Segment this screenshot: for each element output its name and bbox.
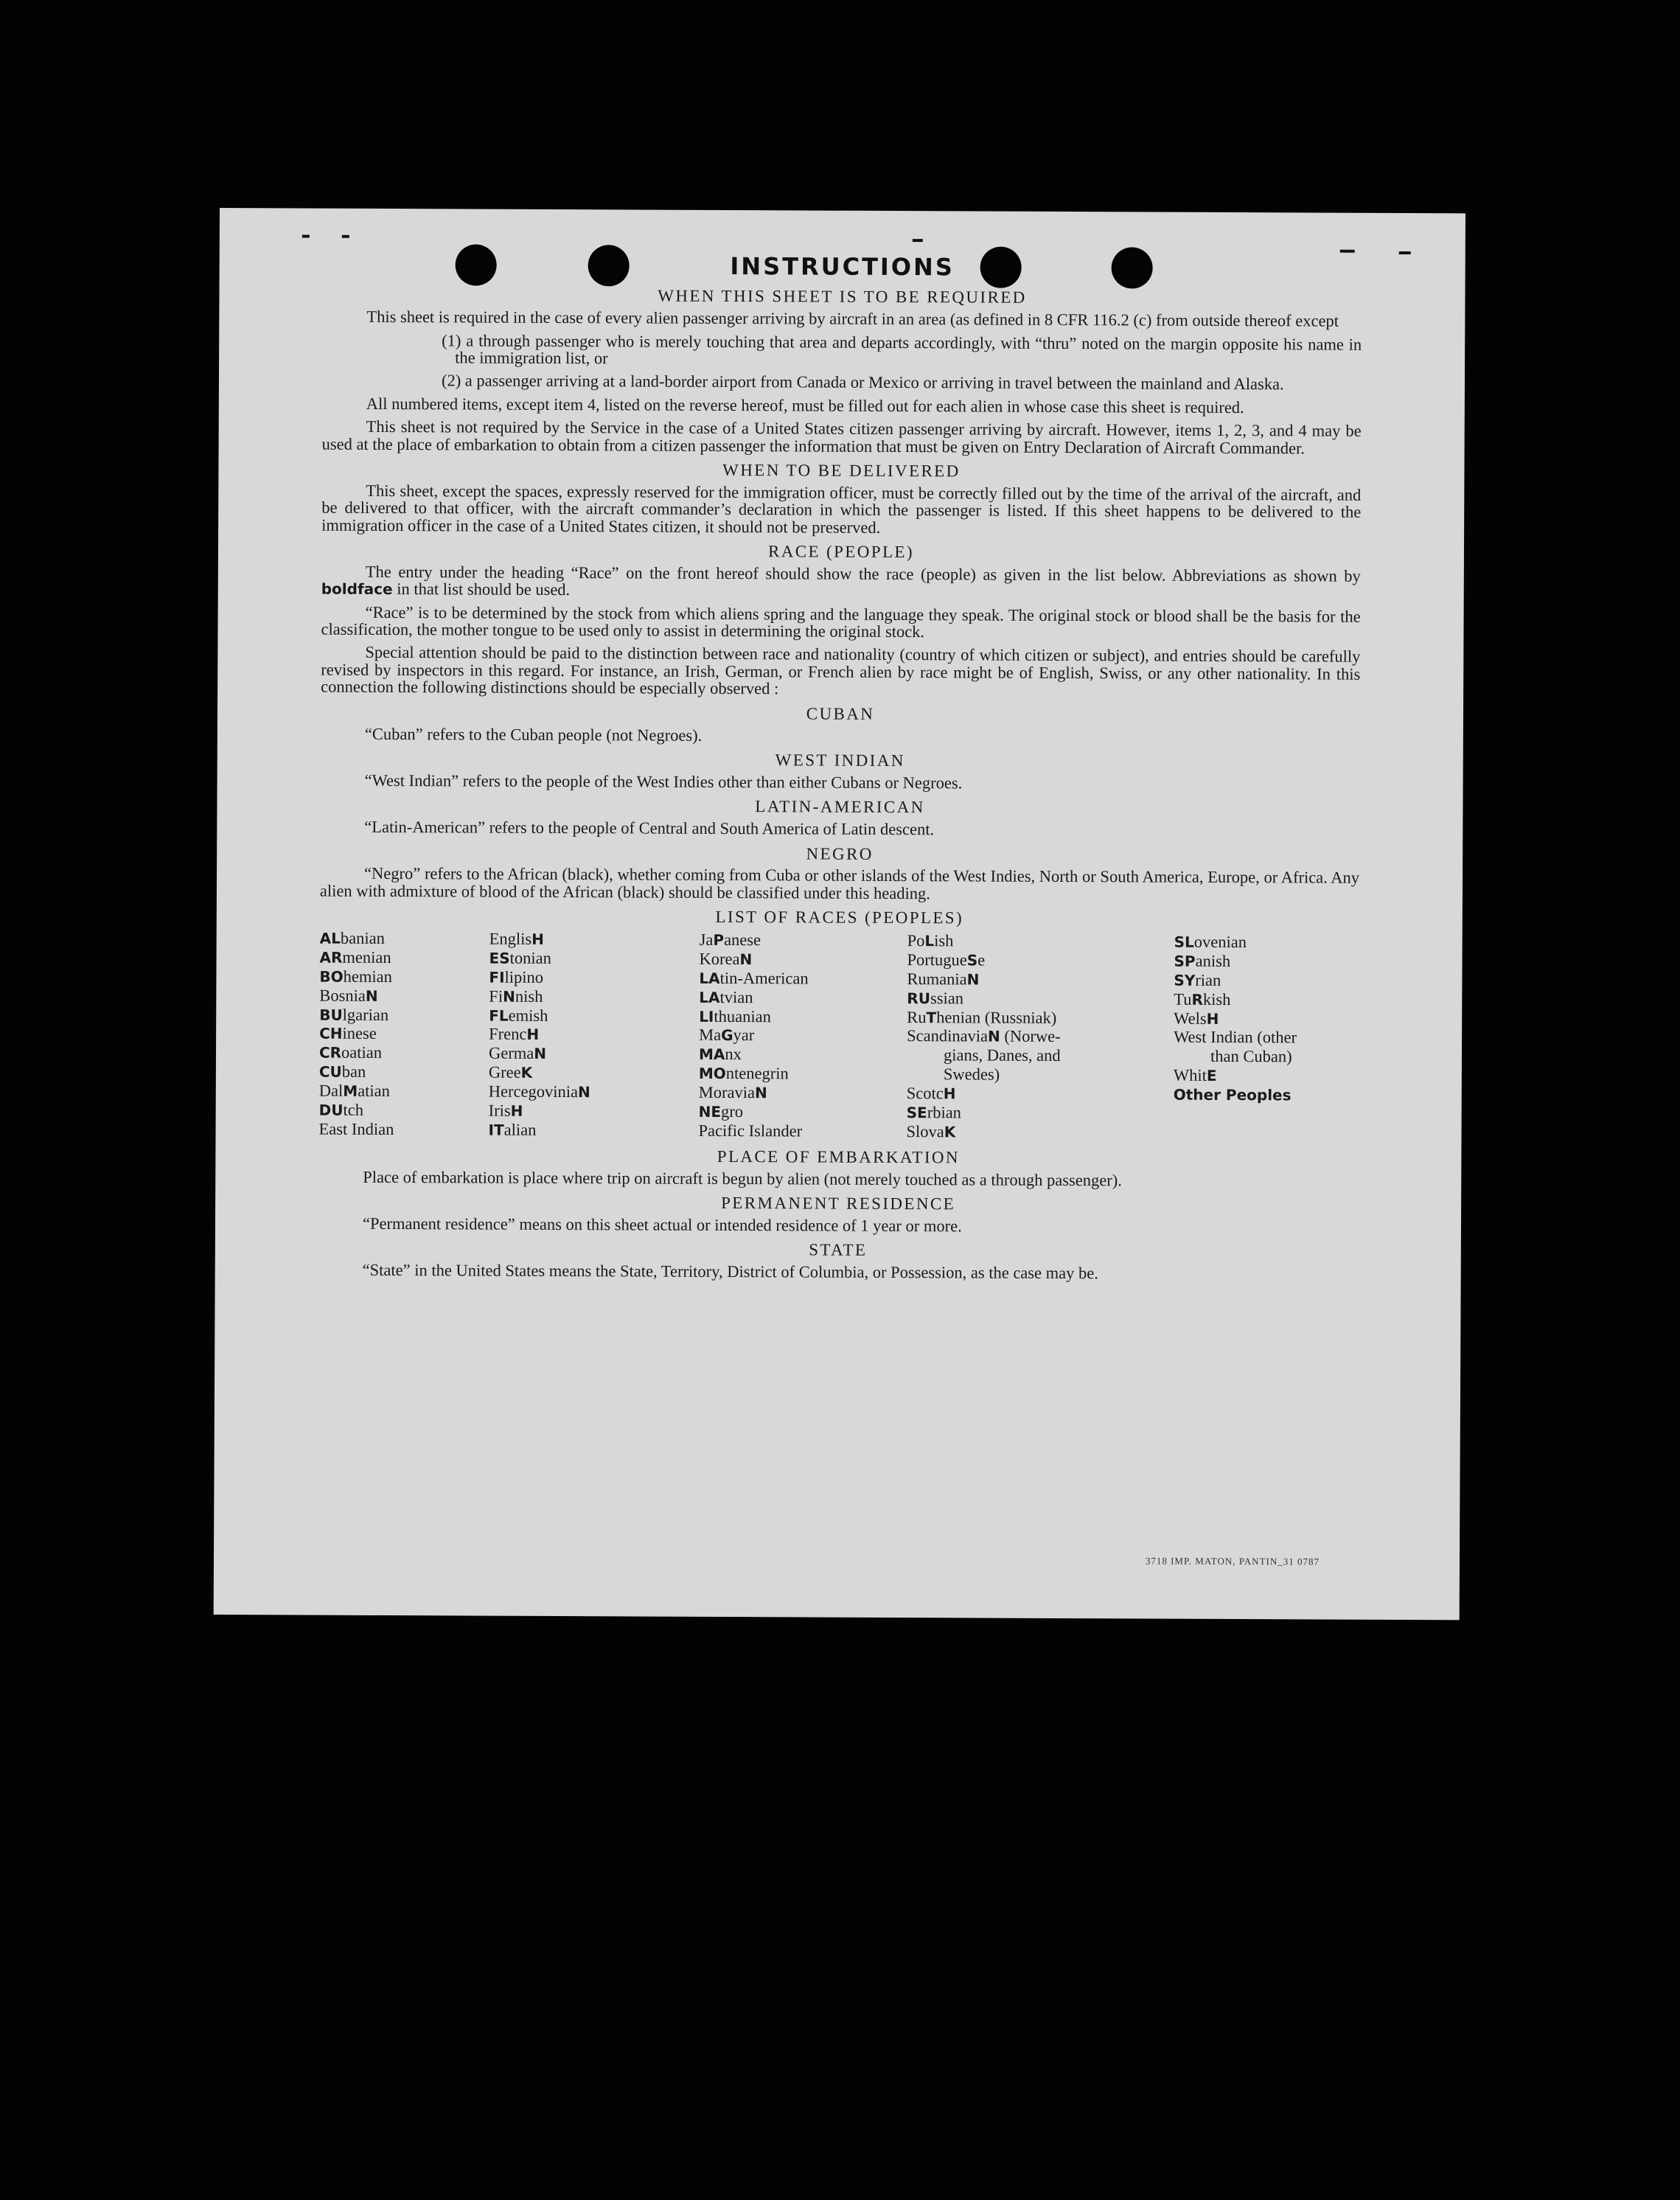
race-abbrev: N: [988, 1028, 1000, 1046]
race-text: atian: [358, 1081, 390, 1101]
race-text: Ma: [699, 1026, 722, 1045]
heading-race: RACE (PEOPLE): [767, 542, 914, 562]
sheet-content: [318, 253, 1362, 1288]
heading-latin-american: LATIN-AMERICAN: [755, 797, 925, 817]
race-abbrev: CH: [319, 1025, 343, 1043]
race-entry: [699, 1064, 907, 1084]
race-abbrev: S: [966, 951, 978, 970]
race-entry: [907, 1027, 1174, 1047]
race-entry: [320, 929, 489, 949]
race-abbrev: FL: [489, 1006, 509, 1025]
race-entry: [319, 986, 489, 1006]
race-abbrev: H: [510, 1101, 523, 1120]
heading-list-of-races: LIST OF RACES (PEOPLES): [715, 908, 964, 927]
race-abbrev: BO: [319, 967, 344, 986]
race-text: Fi: [489, 986, 503, 1006]
race-entry: [489, 1101, 699, 1121]
race-text: ssian: [930, 988, 964, 1008]
race-text: West Indian (other: [1174, 1028, 1297, 1047]
required-paragraph-1: This sheet is required in the case of every alien passenger arriving by aircraft in an area (as defined in 8 CFR 116.2 (c) from outside thereof except: [366, 307, 1339, 330]
heading-delivered: WHEN TO BE DELIVERED: [722, 460, 961, 481]
heading-cuban: CUBAN: [806, 704, 875, 723]
race-abbrev: M: [343, 1082, 358, 1100]
heading-embarkation: PLACE OF EMBARKATION: [717, 1146, 961, 1167]
race-entry: [320, 948, 489, 968]
race-p1-text-a: The entry under the heading “Race” on the front hereof should show the race (people) as given in the list below. Abbreviations as shown by: [365, 562, 1361, 585]
state-text: “State” in the United States means the State, Territory, District of Columbia, or Possession, as the case may be.: [362, 1261, 1098, 1283]
race-abbrev: K: [944, 1123, 956, 1141]
race-entry: [319, 1043, 489, 1063]
race-abbrev: G: [721, 1026, 733, 1045]
race-entry: [698, 1121, 906, 1141]
paper-mark: [1340, 250, 1355, 253]
heading-negro: NEGRO: [806, 843, 874, 863]
race-text: anese: [724, 930, 761, 950]
race-abbrev: AL: [319, 929, 341, 947]
race-text: thuanian: [714, 1006, 771, 1026]
race-abbrev: RU: [907, 989, 931, 1007]
race-entry: [319, 1062, 489, 1082]
race-text: tonian: [509, 948, 551, 967]
race-entry: [319, 967, 489, 986]
race-entry: [489, 1082, 699, 1102]
race-abbrev: NE: [698, 1102, 722, 1121]
race-entry: [489, 930, 700, 950]
race-text: Portugue: [907, 950, 967, 970]
race-abbrev: N: [365, 986, 378, 1005]
race-text: anish: [1195, 951, 1231, 970]
race-abbrev: N: [577, 1083, 590, 1101]
race-text: kish: [1202, 989, 1231, 1009]
paper-mark: [913, 239, 923, 242]
heading-west-indian: WEST INDIAN: [775, 751, 905, 770]
race-text: nx: [725, 1045, 742, 1064]
race-abbrev: H: [526, 1026, 540, 1044]
race-text: Korea: [699, 949, 740, 969]
race-text: Dal: [318, 1081, 344, 1100]
race-entry: [907, 950, 1174, 970]
race-abbrev: MO: [698, 1065, 726, 1083]
paper-mark: [302, 234, 310, 237]
race-abbrev: ES: [489, 949, 510, 967]
race-entry: [700, 930, 907, 950]
race-abbrev: CU: [318, 1062, 342, 1081]
race-text: lipino: [504, 967, 544, 986]
race-abbrev: P: [713, 931, 725, 950]
race-text: tvian: [719, 987, 753, 1006]
race-text: oatian: [341, 1043, 383, 1062]
race-entry: [907, 1008, 1174, 1028]
race-text: ish: [934, 931, 954, 950]
race-abbrev: N: [739, 950, 753, 969]
race-text: banian: [340, 928, 385, 948]
race-entry: [699, 1026, 907, 1045]
latin-american-text: “Latin-American” refers to the people of Central and South America of Latin descent.: [364, 817, 935, 839]
race-text: lgarian: [342, 1005, 389, 1024]
race-text: yar: [733, 1026, 755, 1045]
race-abbrev: N: [534, 1045, 547, 1063]
race-entry: [699, 1102, 907, 1122]
required-paragraph-3: This sheet is not required by the Service in the case of a United States citizen passenger arriving by aircraft. However, items 1, 2, 3, and 4 may be used at the place of embarkation to obtain from a citizen passenger the information that must be given on Entry Declaration of Aircraft Commander.: [321, 417, 1362, 457]
race-abbrev: IT: [488, 1121, 504, 1139]
race-abbrev: E: [1206, 1067, 1217, 1085]
race-entry: [907, 1065, 1174, 1085]
race-entry: [907, 931, 1174, 951]
required-item-1: (1) a through passenger who is merely touching that area and departs accordingly, with “thru” noted on the margin opposite his name in the immigration list, or: [442, 330, 1362, 368]
race-text: Tu: [1174, 989, 1192, 1009]
race-entry: [1174, 1085, 1359, 1105]
race-entry: [699, 988, 907, 1008]
race-paragraph-1: [321, 563, 1361, 602]
race-entry: [907, 1103, 1174, 1123]
race-entry: [699, 1045, 907, 1065]
paper-mark: [1399, 251, 1411, 254]
race-text: Scotc: [906, 1084, 944, 1103]
race-text: Frenc: [489, 1025, 527, 1044]
race-entry: [319, 1005, 489, 1025]
race-abbrev: H: [1206, 1009, 1219, 1028]
heading-permanent-residence: PERMANENT RESIDENCE: [721, 1194, 956, 1214]
race-abbrev: H: [943, 1085, 956, 1103]
race-abbrev: N: [754, 1084, 767, 1102]
race-abbrev: DU: [318, 1101, 344, 1119]
form-number: 3718 IMP. MATON, PANTIN_31 0787: [1145, 1555, 1320, 1567]
race-entry: [1174, 1066, 1359, 1086]
cuban-text: “Cuban” refers to the Cuban people (not Negroes).: [364, 724, 703, 745]
race-entry: [699, 1083, 907, 1103]
race-abbrev: FI: [489, 968, 505, 986]
race-text: Englis: [489, 929, 532, 948]
race-text: alian: [503, 1120, 537, 1139]
races-column: [488, 930, 699, 1141]
west-indian-text: “West Indian” refers to the people of the West Indies other than either Cubans or Negroes.: [364, 770, 963, 793]
race-entry: [907, 1045, 1174, 1065]
heading-required: WHEN THIS SHEET IS TO BE REQUIRED: [658, 286, 1027, 307]
race-entry: [906, 1122, 1173, 1142]
race-entry: [1174, 1047, 1359, 1067]
race-text: Moravia: [698, 1082, 756, 1102]
race-text: e: [977, 950, 986, 970]
race-text: rian: [1195, 970, 1221, 989]
race-text: Pacific Islander: [698, 1121, 803, 1141]
race-abbrev: K: [520, 1064, 533, 1082]
race-text: East Indian: [318, 1119, 394, 1138]
race-text: inese: [342, 1024, 377, 1043]
race-entry: [1174, 952, 1359, 972]
race-entry: [318, 1119, 488, 1139]
race-text: Iris: [488, 1101, 511, 1120]
races-column: [1173, 933, 1359, 1143]
race-abbrev: T: [926, 1008, 937, 1026]
instruction-sheet: [214, 208, 1465, 1620]
race-abbrev: L: [924, 932, 935, 950]
race-text: Gree: [488, 1062, 521, 1082]
race-abbrev: R: [1191, 990, 1203, 1009]
race-abbrev: SY: [1174, 971, 1196, 989]
race-abbrev: SE: [906, 1104, 927, 1122]
negro-text: “Negro” refers to the African (black), whether coming from Cuba or other islands of the West Indies, North or South America, Europe, or Africa. Any alien with admixture of blood of the African (black) should be classified under this heading.: [319, 864, 1360, 903]
race-entry: [1174, 1028, 1359, 1048]
races-column: [698, 930, 907, 1141]
race-text: Hercegovinia: [488, 1082, 579, 1101]
race-paragraph-2: “Race” is to be determined by the stock from which aliens spring and the language they speak. The original stock or blood shall be the basis for the classification, the mother tongue to be used only to assist in determining the original stock.: [321, 602, 1361, 641]
race-entry: [1174, 971, 1359, 991]
paper-mark: [342, 235, 349, 238]
race-paragraph-3: Special attention should be paid to the distinction between race and nationality (country of which citizen or subject), and entries should be carefully revised by inspectors in this regard. For instance, an Irish, German, or French alien by race might be of English, Swiss, or any other nationality. In this connection the following distinctions should be especially observed :: [321, 643, 1361, 698]
race-entry: [319, 1024, 489, 1044]
race-entry: [489, 1025, 699, 1045]
race-entry: [699, 969, 907, 989]
required-paragraph-2: All numbered items, except item 4, listed on the reverse hereof, must be filled out for each alien in whose case this sheet is required.: [366, 394, 1244, 417]
race-text: ntenegrin: [725, 1064, 789, 1083]
race-abbrev: H: [531, 930, 544, 949]
race-text: emish: [508, 1006, 548, 1025]
race-entry: [907, 989, 1174, 1009]
race-entry: [700, 950, 907, 970]
race-entry: [319, 1101, 489, 1121]
race-entry: [1174, 989, 1359, 1009]
race-abbrev: SL: [1174, 933, 1194, 951]
race-entry: [489, 949, 700, 969]
race-text: Po: [907, 931, 925, 950]
race-entry: [489, 967, 699, 987]
race-text: tin-American: [719, 968, 809, 988]
race-entry: [1174, 933, 1359, 953]
race-text: menian: [342, 947, 391, 967]
race-text: Slova: [906, 1121, 944, 1141]
race-abbrev: MA: [698, 1045, 725, 1064]
race-entry: [907, 970, 1174, 989]
race-abbrev: CR: [318, 1043, 342, 1062]
race-text: rbian: [927, 1103, 962, 1122]
race-abbrev: N: [966, 970, 980, 989]
race-entry: [489, 1006, 699, 1026]
race-text: (Norwe-: [1000, 1027, 1061, 1046]
race-entry: [1174, 1009, 1359, 1028]
delivered-paragraph: This sheet, except the spaces, expressly reserved for the immigration officer, must be correctly filled out by the time of the arrival of the aircraft, and be delivered to that officer, with the aircraft commander’s declaration in which the passenger is listed. If this sheet happens to be delivered to the immigration officer in the case of a United States citizen, it should not be preserved.: [321, 481, 1362, 537]
race-text: ban: [341, 1062, 366, 1082]
race-text: henian (Russniak): [936, 1007, 1057, 1027]
race-entry: [489, 1063, 699, 1083]
race-text: than Cuban): [1210, 1047, 1292, 1066]
race-abbrev: BU: [319, 1006, 343, 1024]
race-text: Germa: [488, 1043, 534, 1063]
race-text: Rumania: [907, 969, 967, 989]
race-abbrev: Other Peoples: [1173, 1085, 1292, 1104]
race-entry: [489, 986, 699, 1006]
race-text: gians, Danes, and: [943, 1045, 1061, 1065]
race-abbrev: LA: [699, 969, 720, 987]
race-text: Bosnia: [319, 986, 366, 1005]
race-entry: [907, 1084, 1174, 1104]
race-entry: [489, 1044, 699, 1064]
race-abbrev: LA: [699, 988, 720, 1006]
race-abbrev: LI: [699, 1007, 714, 1026]
race-text: Scandinavia: [907, 1026, 989, 1046]
race-text: Ja: [699, 930, 714, 950]
race-abbrev: AR: [319, 948, 343, 967]
permanent-residence-text: “Permanent residence” means on this sheet actual or intended residence of 1 year or more.: [362, 1214, 962, 1236]
races-column: [906, 931, 1174, 1142]
race-text: gro: [721, 1101, 744, 1121]
race-text: ovenian: [1193, 932, 1247, 952]
embarkation-text: Place of embarkation is place where trip on aircraft is begun by alien (not merely touched as a through passenger).: [363, 1167, 1122, 1189]
race-text: Swedes): [943, 1065, 1000, 1084]
race-entry: [488, 1120, 698, 1140]
races-column: [318, 929, 489, 1140]
race-entry: [319, 1082, 489, 1101]
heading-state: STATE: [809, 1240, 868, 1260]
races-list: [318, 929, 1359, 1143]
race-text: Wels: [1174, 1009, 1207, 1028]
race-p1-text-b: in that list should be used.: [397, 579, 571, 599]
race-entry: [699, 1006, 907, 1026]
race-abbrev: N: [503, 987, 515, 1006]
page-title: INSTRUCTIONS: [730, 252, 955, 282]
race-abbrev: SP: [1174, 952, 1196, 970]
race-text: hemian: [343, 967, 392, 986]
race-text: Whit: [1173, 1065, 1207, 1085]
race-text: tch: [343, 1100, 364, 1119]
race-text: Ru: [907, 1007, 927, 1026]
race-text: nish: [515, 986, 543, 1006]
required-item-2: (2) a passenger arriving at a land-border airport from Canada or Mexico or arriving in travel between the mainland and Alaska.: [441, 371, 1284, 394]
boldface-word: boldface: [321, 579, 393, 599]
